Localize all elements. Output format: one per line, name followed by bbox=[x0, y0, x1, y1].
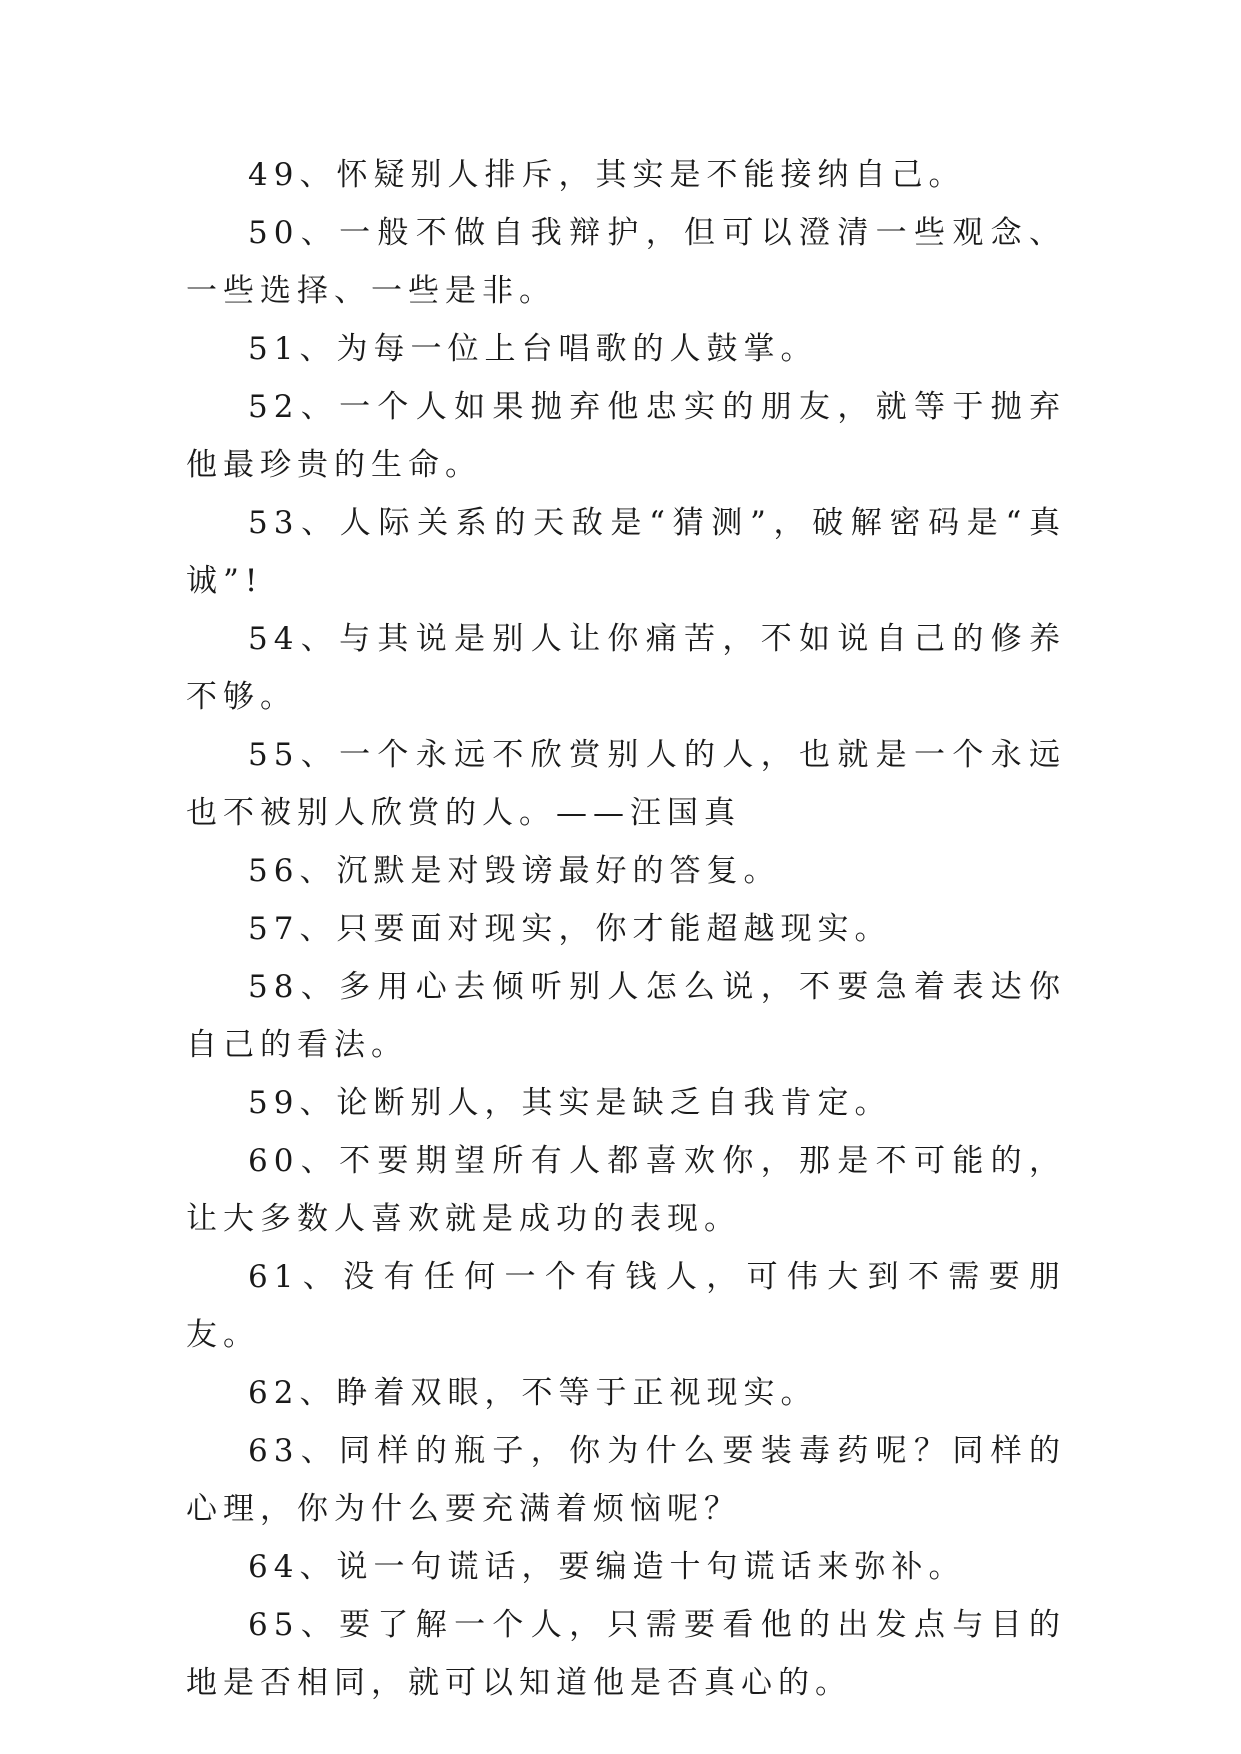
quote-paragraph-65: 65、要了解一个人，只需要看他的出发点与目的地是否相同，就可以知道他是否真心的。 bbox=[186, 1607, 1066, 1701]
quote-paragraph-49: 49、怀疑别人排斥，其实是不能接纳自己。 bbox=[248, 157, 966, 193]
quote-paragraph-61: 61、没有任何一个有钱人，可伟大到不需要朋友。 bbox=[186, 1259, 1066, 1353]
quote-paragraph-53: 53、人际关系的天敌是“猜测”，破解密码是“真诚”! bbox=[186, 505, 1066, 599]
document-body bbox=[186, 146, 1066, 1712]
quote-paragraph-55: 55、一个永远不欣赏别人的人，也就是一个永远也不被别人欣赏的人。——汪国真 bbox=[186, 737, 1066, 831]
quote-paragraph-63: 63、同样的瓶子，你为什么要装毒药呢？同样的心理，你为什么要充满着烦恼呢？ bbox=[186, 1433, 1066, 1527]
quote-paragraph-54: 54、与其说是别人让你痛苦，不如说自己的修养不够。 bbox=[186, 621, 1066, 715]
quote-paragraph-52: 52、一个人如果抛弃他忠实的朋友，就等于抛弃他最珍贵的生命。 bbox=[186, 389, 1066, 483]
quote-paragraph-51: 51、为每一位上台唱歌的人鼓掌。 bbox=[248, 331, 818, 367]
quote-paragraph-58: 58、多用心去倾听别人怎么说，不要急着表达你自己的看法。 bbox=[186, 969, 1066, 1063]
quote-paragraph-57: 57、只要面对现实，你才能超越现实。 bbox=[248, 911, 892, 947]
quote-paragraph-56: 56、沉默是对毁谤最好的答复。 bbox=[248, 853, 781, 889]
quote-paragraph-64: 64、说一句谎话，要编造十句谎话来弥补。 bbox=[248, 1549, 966, 1585]
quote-paragraph-50: 50、一般不做自我辩护，但可以澄清一些观念、一些选择、一些是非。 bbox=[186, 215, 1066, 309]
quote-paragraph-60: 60、不要期望所有人都喜欢你，那是不可能的，让大多数人喜欢就是成功的表现。 bbox=[186, 1143, 1066, 1237]
quote-paragraph-59: 59、论断别人，其实是缺乏自我肯定。 bbox=[248, 1085, 892, 1121]
quote-paragraph-62: 62、睁着双眼，不等于正视现实。 bbox=[248, 1375, 818, 1411]
